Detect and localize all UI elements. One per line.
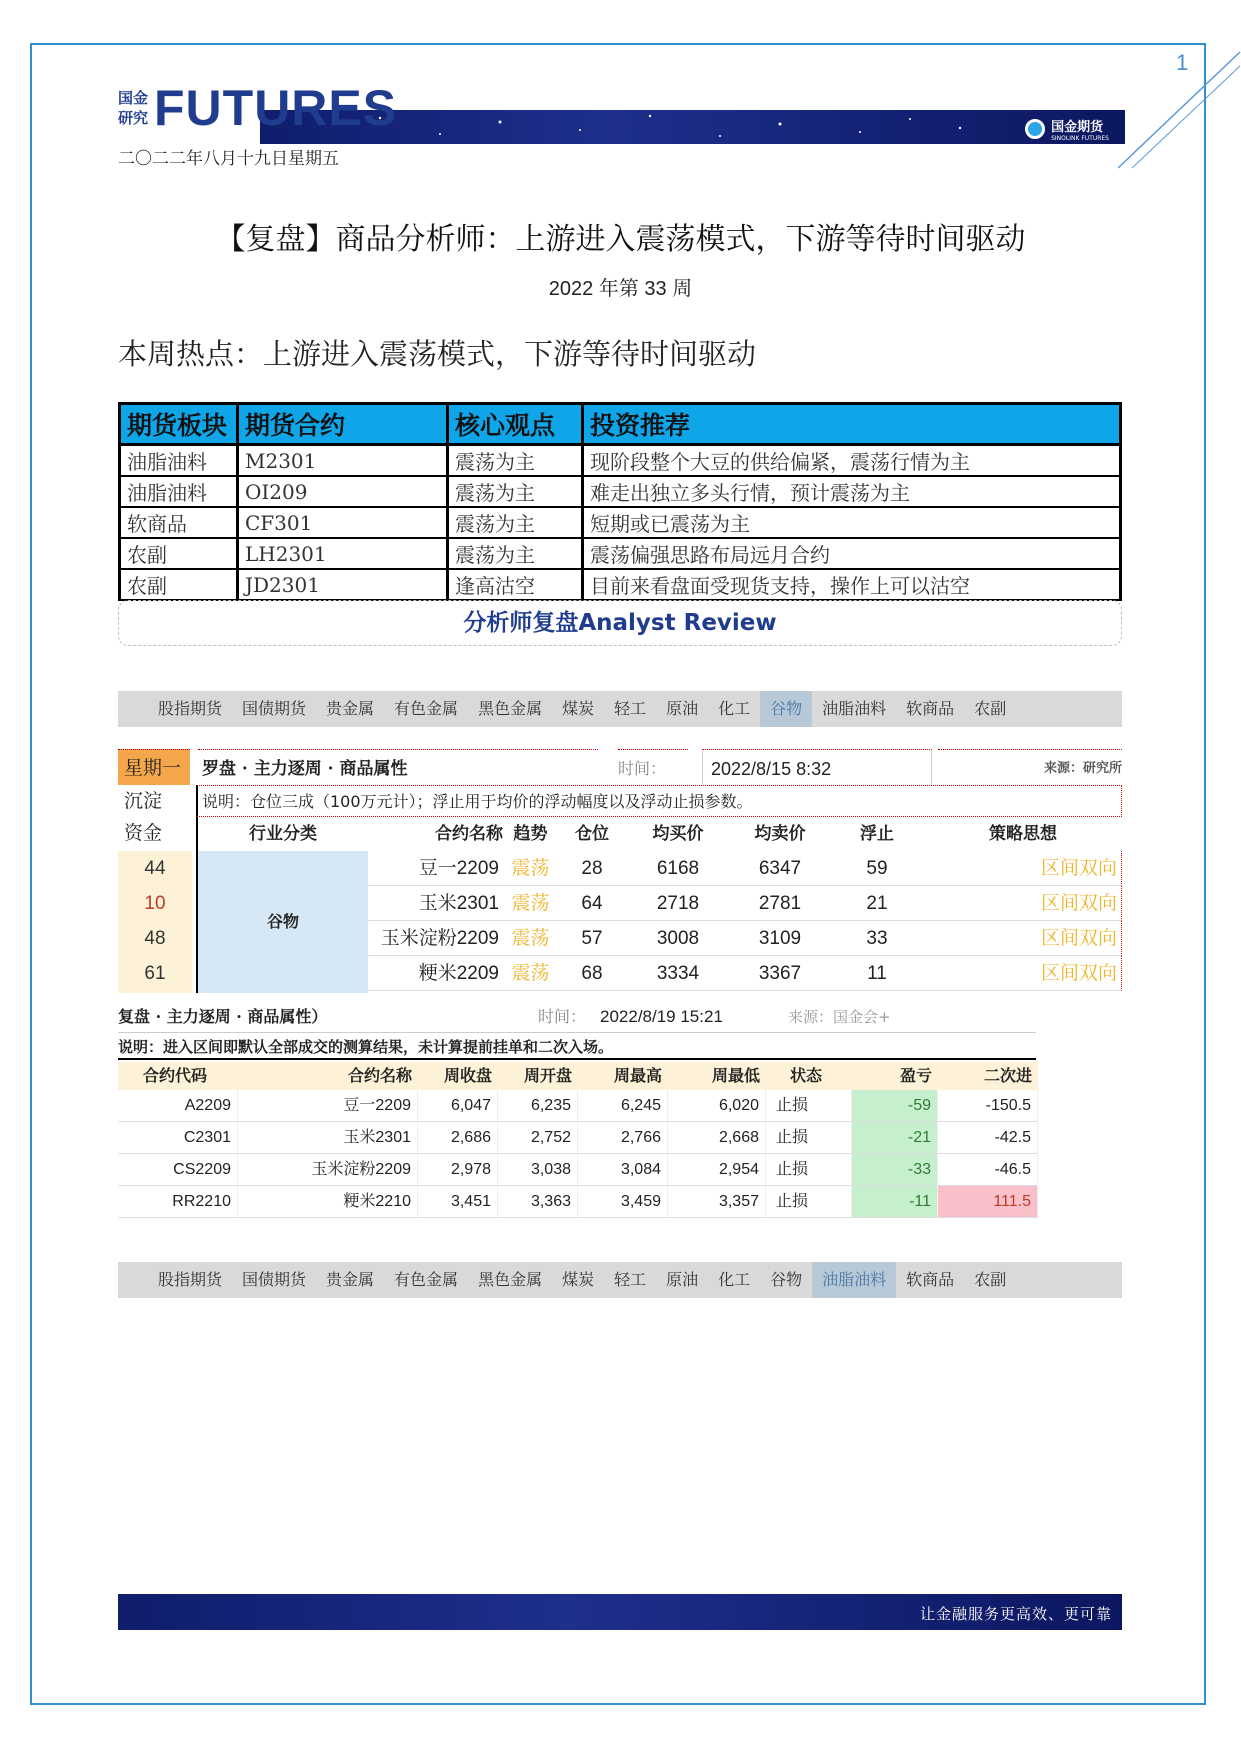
plan-position: 68: [558, 956, 626, 991]
plan-float: 59: [830, 851, 924, 886]
plan-contract: 豆一2209: [368, 851, 503, 886]
result-header: 二次进: [938, 1062, 1038, 1090]
summary-cell: 震荡为主: [448, 445, 583, 477]
result-high: 3,084: [578, 1154, 668, 1186]
result-source: 来源：国金会+: [788, 1008, 891, 1026]
side-value: 44: [144, 858, 166, 879]
plan-buy: 2718: [626, 886, 730, 921]
sector-tabs-2: [118, 1262, 1122, 1298]
summary-cell: 震荡为主: [448, 507, 583, 538]
result-pnl: -21: [852, 1122, 938, 1154]
sector-tab[interactable]: 贵金属: [326, 1270, 375, 1289]
plan-trend: 震荡: [503, 851, 558, 886]
sector-tab[interactable]: 国债期货: [242, 699, 307, 718]
plan-position: 64: [558, 886, 626, 921]
plan-position: 57: [558, 921, 626, 956]
summary-cell: M2301: [238, 445, 448, 477]
summary-table: [118, 402, 1122, 601]
summary-cell: 油脂油料: [120, 476, 238, 507]
sector-tab[interactable]: 国债期货: [242, 1270, 307, 1289]
result-close: 2,978: [418, 1154, 498, 1186]
result-header: 周最低: [668, 1062, 766, 1090]
plan-trend: 震荡: [503, 956, 558, 991]
sector-tab[interactable]: 谷物: [770, 1270, 803, 1289]
sector-tab[interactable]: 化工: [718, 699, 751, 718]
summary-cell: 震荡为主: [448, 476, 583, 507]
sector-tab[interactable]: 油脂油料: [822, 699, 887, 718]
result-close: 3,451: [418, 1186, 498, 1218]
result-high: 6,245: [578, 1090, 668, 1122]
sector-tab[interactable]: 轻工: [614, 1270, 647, 1289]
plan-table: [118, 749, 1122, 993]
result-header: 周开盘: [498, 1062, 578, 1090]
result-name: 玉米2301: [238, 1122, 418, 1154]
report-date: 二〇二二年八月十九日星期五: [118, 149, 339, 169]
summary-cell: 软商品: [120, 507, 238, 538]
brand-logo: 国金期货 SINOLINK FUTURES: [1025, 116, 1109, 142]
plan-header: 浮止: [860, 824, 894, 844]
analyst-review-banner: 分析师复盘Analyst Review: [118, 600, 1122, 646]
summary-cell: 现阶段整个大豆的供给偏紧，震荡行情为主: [583, 445, 1121, 477]
plan-time-label: 时间：: [618, 749, 688, 785]
side-label: 资金: [124, 822, 163, 844]
plan-title: 罗盘 · 主力逐周 · 商品属性: [198, 749, 598, 785]
page-number: 1: [1176, 50, 1189, 75]
summary-cell: 逢高沽空: [448, 569, 583, 600]
sector-tab[interactable]: 化工: [718, 1270, 751, 1289]
result-header: 周收盘: [418, 1062, 498, 1090]
side-value: 48: [144, 928, 166, 949]
plan-sell: 3109: [730, 921, 830, 956]
category-cell: 谷物: [196, 851, 368, 993]
logo-cn: 国金 研究: [118, 89, 149, 127]
result-low: 2,954: [668, 1154, 766, 1186]
summary-cell: OI209: [238, 476, 448, 507]
result-status: 止损: [766, 1186, 852, 1218]
result-code: A2209: [118, 1090, 238, 1122]
plan-strategy: 区间双向: [924, 956, 1122, 991]
result-pnl: -59: [852, 1090, 938, 1122]
summary-row: [120, 538, 1121, 569]
result-high: 3,459: [578, 1186, 668, 1218]
plan-float: 11: [830, 956, 924, 991]
sector-tab[interactable]: 煤炭: [562, 1270, 595, 1289]
result-open: 2,752: [498, 1122, 578, 1154]
summary-header: 投资推荐: [583, 404, 1121, 445]
plan-sell: 3367: [730, 956, 830, 991]
plan-float: 33: [830, 921, 924, 956]
summary-row: [120, 445, 1121, 477]
plan-contract: 粳米2209: [368, 956, 503, 991]
result-name: 豆一2209: [238, 1090, 418, 1122]
result-pnl: -11: [852, 1186, 938, 1218]
result-name: 玉米淀粉2209: [238, 1154, 418, 1186]
plan-sell: 2781: [730, 886, 830, 921]
result-second: 111.5: [938, 1186, 1038, 1218]
plan-contract: 玉米淀粉2209: [368, 921, 503, 956]
sector-tab[interactable]: 黑色金属: [478, 1270, 543, 1289]
hot-topic: 本周热点：上游进入震荡模式，下游等待时间驱动: [118, 337, 757, 371]
result-low: 6,020: [668, 1090, 766, 1122]
sector-tab[interactable]: 有色金属: [394, 699, 459, 718]
result-header: 状态: [766, 1062, 852, 1090]
result-close: 6,047: [418, 1090, 498, 1122]
plan-contract: 玉米2301: [368, 886, 503, 921]
sector-tab[interactable]: 贵金属: [326, 699, 375, 718]
sector-tab[interactable]: 股指期货: [158, 1270, 223, 1289]
corner-decoration: [1118, 50, 1241, 170]
result-table: [118, 1002, 1122, 1220]
plan-strategy: 区间双向: [924, 851, 1122, 886]
summary-row: [120, 507, 1121, 538]
summary-header: 期货板块: [120, 404, 238, 445]
result-note: 说明：进入区间即默认全部成交的测算结果，未计算提前挂单和二次入场。: [118, 1032, 1036, 1060]
sector-tab[interactable]: 软商品: [906, 1270, 955, 1289]
sector-tab[interactable]: 黑色金属: [478, 699, 543, 718]
summary-cell: 难走出独立多头行情，预计震荡为主: [583, 476, 1121, 507]
side-value: 61: [144, 963, 166, 984]
summary-cell: CF301: [238, 507, 448, 538]
result-status: 止损: [766, 1122, 852, 1154]
result-time-value: 2022/8/19 15:21: [600, 1007, 723, 1026]
logo-en: FUTURES: [154, 80, 398, 136]
sector-tab[interactable]: 农副: [974, 699, 1007, 718]
summary-cell: 农副: [120, 538, 238, 569]
result-low: 3,357: [668, 1186, 766, 1218]
plan-header: 策略思想: [989, 824, 1057, 844]
plan-buy: 3008: [626, 921, 730, 956]
result-second: -46.5: [938, 1154, 1038, 1186]
futures-logo: [118, 80, 398, 136]
result-open: 6,235: [498, 1090, 578, 1122]
plan-header: 仓位: [575, 824, 609, 844]
summary-header: 核心观点: [448, 404, 583, 445]
sector-tab[interactable]: 油脂油料: [812, 1262, 896, 1298]
sector-tab[interactable]: 原油: [666, 699, 699, 718]
plan-time-value: 2022/8/15 8:32: [702, 749, 932, 785]
summary-row: [120, 569, 1121, 600]
result-low: 2,668: [668, 1122, 766, 1154]
brand-mark-icon: [1025, 119, 1045, 139]
plan-header: 均卖价: [754, 824, 806, 844]
result-pnl: -33: [852, 1154, 938, 1186]
plan-header: 均买价: [652, 824, 704, 844]
plan-trend: 震荡: [503, 886, 558, 921]
plan-trend: 震荡: [503, 921, 558, 956]
sector-tab[interactable]: 煤炭: [562, 699, 595, 718]
result-open: 3,038: [498, 1154, 578, 1186]
sector-tab[interactable]: 农副: [974, 1270, 1007, 1289]
result-header: 周最高: [578, 1062, 668, 1090]
plan-source: 来源：研究所: [938, 749, 1122, 785]
result-header: 合约代码: [118, 1062, 238, 1090]
result-name: 粳米2210: [238, 1186, 418, 1218]
result-time-label: 时间：: [538, 1007, 587, 1026]
result-high: 2,766: [578, 1122, 668, 1154]
sector-tab[interactable]: 原油: [666, 1270, 699, 1289]
plan-buy: 6168: [626, 851, 730, 886]
sector-tab[interactable]: 软商品: [906, 699, 955, 718]
plan-float: 21: [830, 886, 924, 921]
plan-strategy: 区间双向: [924, 921, 1122, 956]
plan-note: 说明：仓位三成（100万元计）；浮止用于均价的浮动幅度以及浮动止损参数。: [196, 785, 1122, 817]
result-code: CS2209: [118, 1154, 238, 1186]
sector-tabs-1: [118, 691, 1122, 727]
plan-header: 合约名称: [435, 824, 503, 844]
result-status: 止损: [766, 1154, 852, 1186]
footer-slogan: 让金融服务更高效、更可靠: [919, 1605, 1112, 1623]
result-header: 合约名称: [238, 1062, 418, 1090]
footer-banner: [118, 1594, 1122, 1630]
summary-row: [120, 476, 1121, 507]
summary-cell: 短期或已震荡为主: [583, 507, 1121, 538]
plan-header: 趋势: [513, 824, 548, 844]
summary-cell: 震荡为主: [448, 538, 583, 569]
plan-header: 行业分类: [196, 817, 368, 851]
sector-tab[interactable]: 有色金属: [394, 1270, 459, 1289]
result-header: 盈亏: [852, 1062, 938, 1090]
side-value: 10: [144, 893, 166, 914]
result-second: -150.5: [938, 1090, 1038, 1122]
plan-position: 28: [558, 851, 626, 886]
report-title: 【复盘】商品分析师：上游进入震荡模式，下游等待时间驱动: [215, 222, 1026, 257]
summary-cell: LH2301: [238, 538, 448, 569]
side-label: 星期一: [118, 749, 190, 785]
result-close: 2,686: [418, 1122, 498, 1154]
plan-buy: 3334: [626, 956, 730, 991]
summary-cell: 农副: [120, 569, 238, 600]
plan-strategy: 区间双向: [924, 886, 1122, 921]
sector-tab[interactable]: 轻工: [614, 699, 647, 718]
summary-cell: 油脂油料: [120, 445, 238, 477]
result-open: 3,363: [498, 1186, 578, 1218]
summary-cell: 目前来看盘面受现货支持，操作上可以沽空: [583, 569, 1121, 600]
summary-cell: 震荡偏强思路布局远月合约: [583, 538, 1121, 569]
result-title: 复盘 · 主力逐周 · 商品属性）: [118, 1007, 328, 1026]
result-code: C2301: [118, 1122, 238, 1154]
result-second: -42.5: [938, 1122, 1038, 1154]
result-code: RR2210: [118, 1186, 238, 1218]
plan-sell: 6347: [730, 851, 830, 886]
summary-cell: JD2301: [238, 569, 448, 600]
sector-tab[interactable]: 股指期货: [158, 699, 223, 718]
side-label: 沉淀: [124, 790, 163, 812]
summary-header: 期货合约: [238, 404, 448, 445]
result-status: 止损: [766, 1090, 852, 1122]
report-week: 2022 年第 33 周: [548, 278, 693, 300]
sector-tab[interactable]: 谷物: [760, 691, 812, 727]
